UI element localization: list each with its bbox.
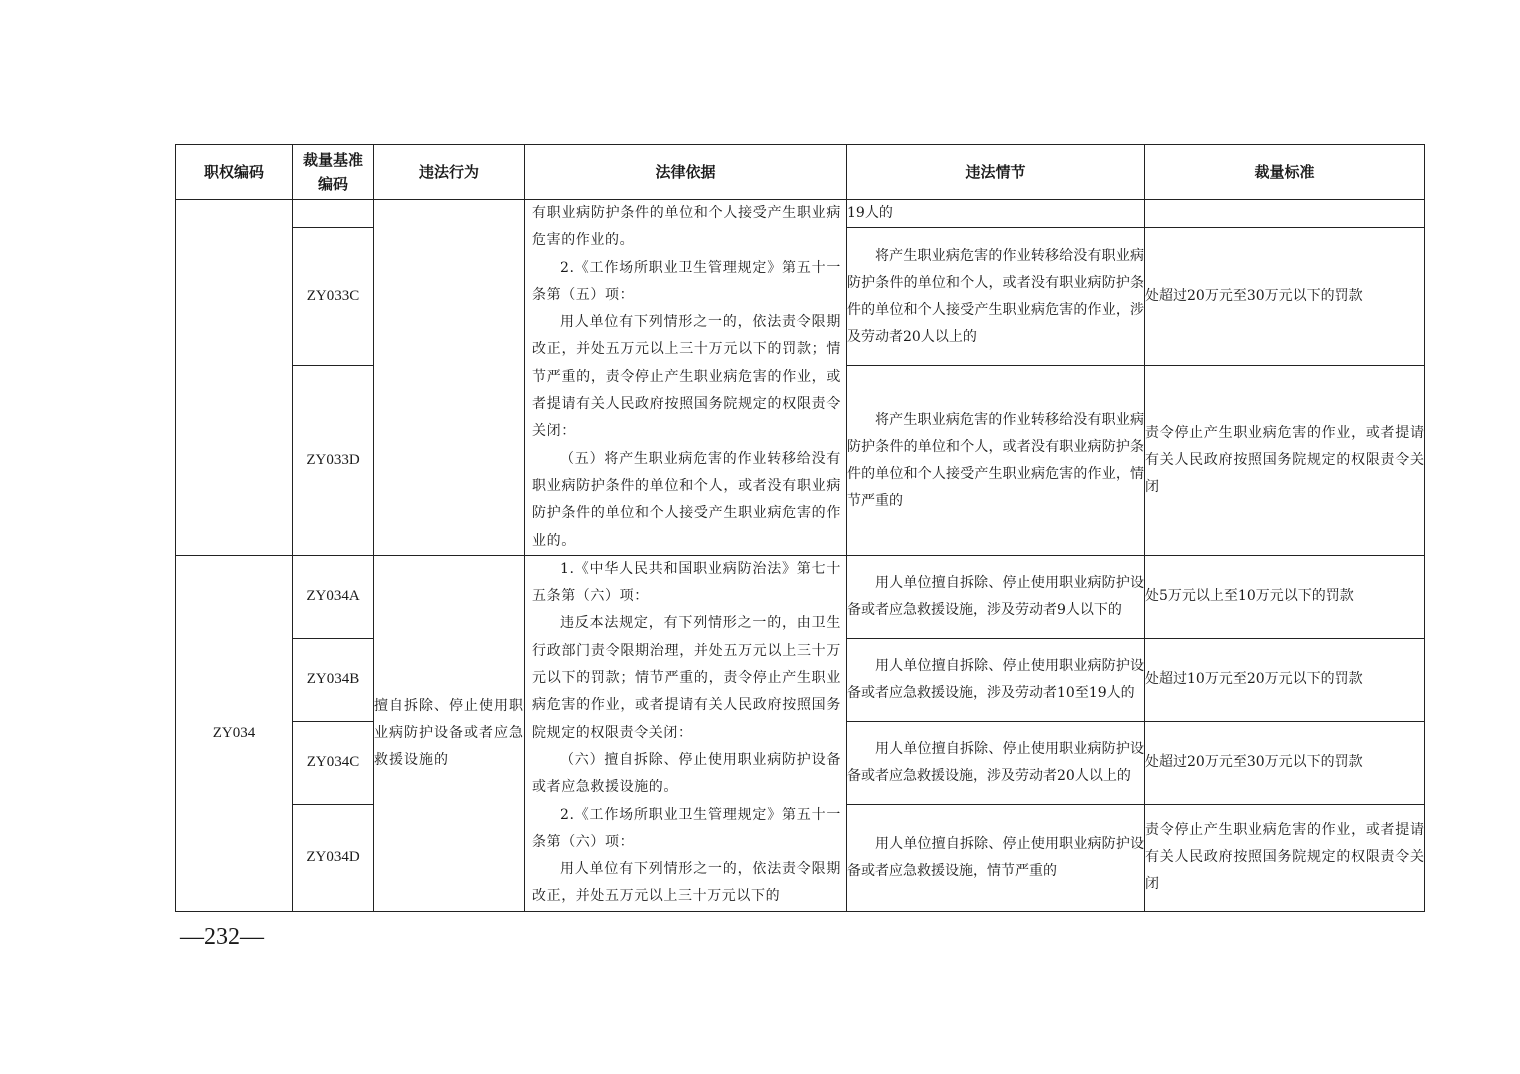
basis-code: ZY034D bbox=[293, 804, 374, 911]
circumstance: 用人单位擅自拆除、停止使用职业病防护设备或者应急救援设施，涉及劳动者20人以上的 bbox=[847, 721, 1145, 804]
basis-code: ZY034A bbox=[293, 555, 374, 638]
standard: 责令停止产生职业病危害的作业，或者提请有关人民政府按照国务院规定的权限责令关闭 bbox=[1145, 804, 1425, 911]
zy033-top-code-cell bbox=[293, 200, 374, 228]
law-paragraph: 1.《中华人民共和国职业病防治法》第七十五条第（六）项： bbox=[532, 560, 841, 605]
law-paragraph: 违反本法规定，有下列情形之一的，由卫生行政部门责令限期治理，并处五万元以上三十万元以下的罚款；情节严重的，责令停止产生职业病危害的作业，或者提请有关人民政府按照国务院规定的权限责令关闭： bbox=[532, 615, 841, 741]
standard: 处超过20万元至30万元以下的罚款 bbox=[1145, 228, 1425, 366]
law-paragraph: （五）将产生职业病危害的作业转移给没有职业病防护条件的单位和个人，或者没有职业病防护条件的单位和个人接受产生职业病危害的作业的。 bbox=[532, 450, 841, 549]
standard: 处超过20万元至30万元以下的罚款 bbox=[1145, 721, 1425, 804]
zy033-code-cell bbox=[176, 200, 293, 556]
header-basis-code: 裁量基准编码 bbox=[293, 145, 374, 200]
law-paragraph: （六）擅自拆除、停止使用职业病防护设备或者应急救援设施的。 bbox=[532, 751, 841, 796]
basis-code: ZY033D bbox=[293, 366, 374, 556]
header-behavior: 违法行为 bbox=[374, 145, 525, 200]
zy034-law-cell bbox=[525, 555, 847, 911]
header-circumstance: 违法情节 bbox=[847, 145, 1145, 200]
table-row bbox=[176, 555, 1425, 638]
header-law: 法律依据 bbox=[525, 145, 847, 200]
standard: 处超过10万元至20万元以下的罚款 bbox=[1145, 638, 1425, 721]
header-standard: 裁量标准 bbox=[1145, 145, 1425, 200]
law-paragraph: 有职业病防护条件的单位和个人接受产生职业病危害的作业的。 bbox=[532, 205, 841, 249]
zy033-top-standard bbox=[1145, 200, 1425, 228]
basis-code: ZY034B bbox=[293, 638, 374, 721]
law-paragraph: 2.《工作场所职业卫生管理规定》第五十一条第（六）项： bbox=[532, 806, 841, 850]
circumstance: 用人单位擅自拆除、停止使用职业病防护设备或者应急救援设施，涉及劳动者9人以下的 bbox=[847, 555, 1145, 638]
circumstance: 将产生职业病危害的作业转移给没有职业病防护条件的单位和个人，或者没有职业病防护条件的单位和个人接受产生职业病危害的作业，涉及劳动者20人以上的 bbox=[847, 228, 1145, 366]
law-paragraph: 2.《工作场所职业卫生管理规定》第五十一条第（五）项： bbox=[532, 259, 841, 303]
zy034-code: ZY034 bbox=[176, 555, 293, 911]
zy033-law-cell bbox=[525, 200, 847, 556]
standard: 处5万元以上至10万元以下的罚款 bbox=[1145, 555, 1425, 638]
zy033-top-circumstance: 19人的 bbox=[847, 200, 1145, 228]
table-row bbox=[176, 200, 1425, 228]
law-paragraph: 用人单位有下列情形之一的，依法责令限期改正，并处五万元以上三十万元以下的罚款；情节严重的，责令停止产生职业病危害的作业，或者提请有关人民政府按照国务院规定的权限责令关闭： bbox=[532, 314, 841, 440]
header-code: 职权编码 bbox=[176, 145, 293, 200]
basis-code: ZY034C bbox=[293, 721, 374, 804]
circumstance: 用人单位擅自拆除、停止使用职业病防护设备或者应急救援设施，涉及劳动者10至19人的 bbox=[847, 638, 1145, 721]
page-number: —232— bbox=[180, 924, 264, 950]
circumstance: 将产生职业病危害的作业转移给没有职业病防护条件的单位和个人，或者没有职业病防护条件的单位和个人接受产生职业病危害的作业，情节严重的 bbox=[847, 366, 1145, 556]
zy034-behavior: 擅自拆除、停止使用职业病防护设备或者应急救援设施的 bbox=[374, 555, 525, 911]
basis-code: ZY033C bbox=[293, 228, 374, 366]
header-row bbox=[176, 145, 1425, 200]
zy033-behavior-cell bbox=[374, 200, 525, 556]
circumstance: 用人单位擅自拆除、停止使用职业病防护设备或者应急救援设施，情节严重的 bbox=[847, 804, 1145, 911]
enforcement-table bbox=[175, 144, 1425, 912]
standard: 责令停止产生职业病危害的作业，或者提请有关人民政府按照国务院规定的权限责令关闭 bbox=[1145, 366, 1425, 556]
law-paragraph: 用人单位有下列情形之一的，依法责令限期改正，并处五万元以上三十万元以下的 bbox=[532, 861, 841, 905]
